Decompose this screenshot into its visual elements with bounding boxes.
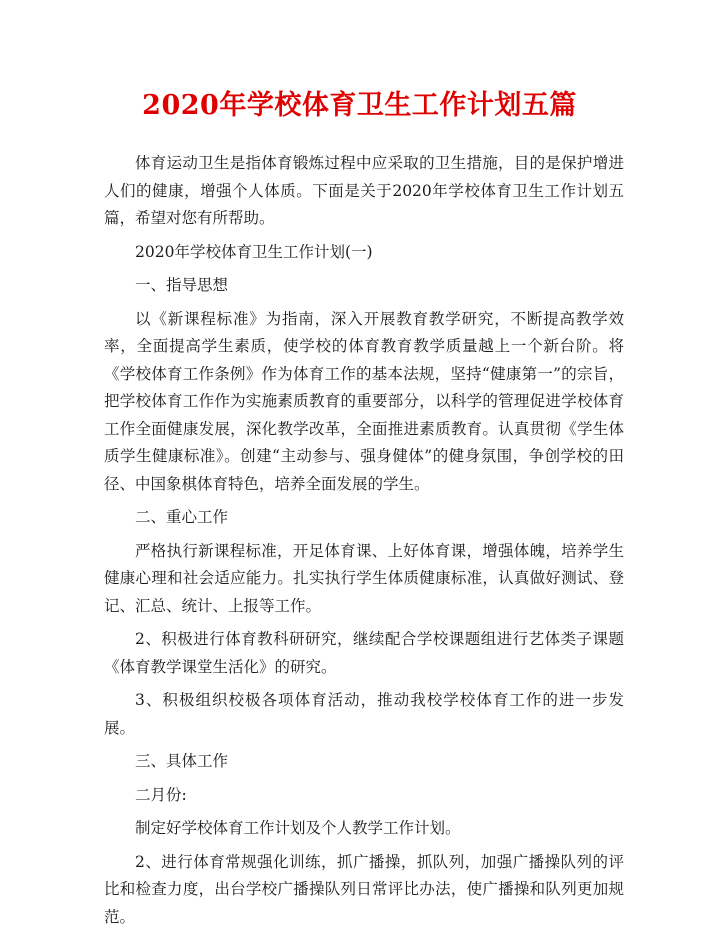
paragraph-intro: 体育运动卫生是指体育锻炼过程中应采取的卫生措施，目的是保护增进人们的健康，增强个人体质。下面是关于2020年学校体育卫生工作计划五篇，希望对您有所帮助。 <box>104 154 624 227</box>
paragraph-guiding-ideology: 以《新课程标准》为指南，深入开展教育教学研究，不断提高教学效率，全面提高学生素质，使学校的体育教育教学质量越上一个新台阶。将《学校体育工作条例》作为体育工作的基本法规，坚持“健康第一”的宗旨，把学校体育工作作为实施素质教育的重要部分，以科学的管理促进学校体育工作全面健康发展，深化教学改革，全面推进素质教育。认真贯彻《学生体质学生健康标准》。创建“主动参与、强身健体”的健身氛围，争创学校的田径、中国象棋体育特色，培养全面发展的学生。 <box>104 309 624 493</box>
section-heading-guiding-ideology: 一、指导思想 <box>135 276 229 294</box>
paragraph-plan-heading: 2020年学校体育卫生工作计划(一) <box>135 242 373 261</box>
section-heading-specific-work: 三、具体工作 <box>135 752 229 770</box>
paragraph-february-2: 2、进行体育常规强化训练，抓广播操，抓队列，加强广播操队列的评比和检查力度，出台学校广播操队列日常评比办法，使广播操和队列更加规范。 <box>104 852 624 926</box>
document-title: 2020年学校体育卫生工作计划五篇 <box>142 90 577 121</box>
section-heading-key-work: 二、重心工作 <box>135 508 229 526</box>
paragraph-key-work-2: 2、积极进行体育教科研研究，继续配合学校课题组进行艺体类子课题《体育教学课堂生活化》的研究。 <box>104 630 624 676</box>
document-body <box>104 150 624 937</box>
paragraph-month-february: 二月份: <box>135 785 187 804</box>
paragraph-february-1: 制定好学校体育工作计划及个人教学工作计划。 <box>135 819 461 837</box>
paragraph-key-work-1: 严格执行新课程标准，开足体育课、上好体育课，增强体魄，培养学生健康心理和社会适应能力。扎实执行学生体质健康标准，认真做好测试、登记、汇总、统计、上报等工作。 <box>104 541 624 615</box>
paragraph-key-work-3: 3、积极组织校极各项体育活动，推动我校学校体育工作的进一步发展。 <box>104 691 624 737</box>
